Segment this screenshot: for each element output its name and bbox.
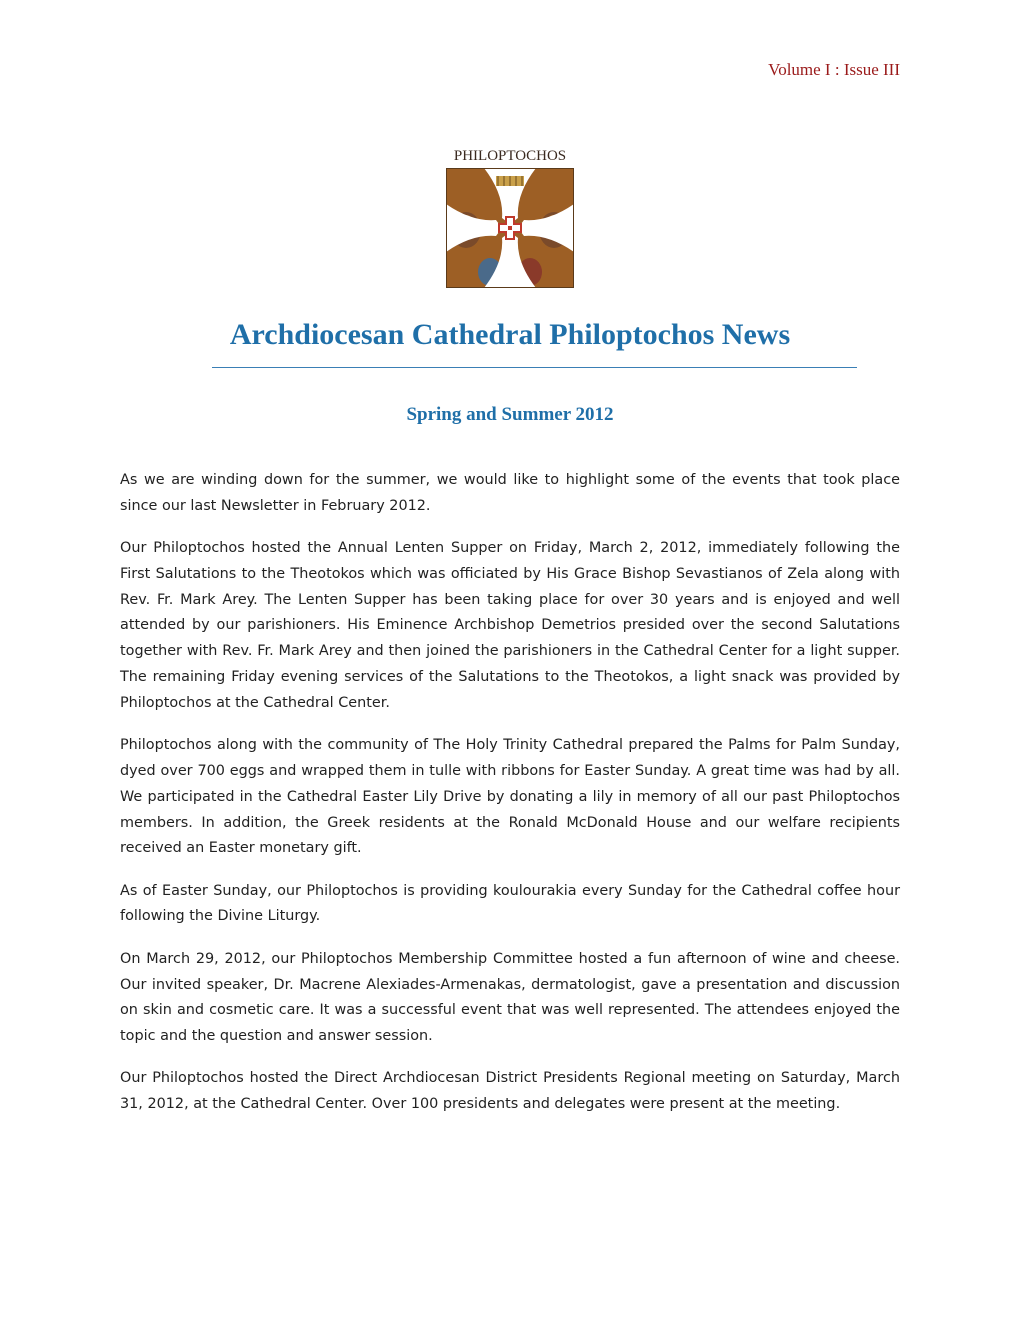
title-divider: [212, 367, 857, 368]
logo-wordmark: PHILOPTOCHOS: [453, 148, 567, 164]
cross-icon: [446, 168, 574, 288]
volume-issue-label: Volume I : Issue III: [768, 60, 900, 79]
paragraph-membership: On March 29, 2012, our Philoptochos Membership Committee hosted a fun afternoon of wine and cheese. Our invited speaker, Dr. Macrene Alexiades-Armenakas, dermatologist, gave a presentation and discussion on skin and cosmetic care. It was a successful event that was well represented. The attendees enjoyed the topic and the question and answer session.: [120, 950, 900, 1045]
paragraph-intro: As we are winding down for the summer, we would like to highlight some of the events that took place since our last Newsletter in February 2012.: [120, 472, 900, 514]
paragraph-presidents-meeting: Our Philoptochos hosted the Direct Archdiocesan District Presidents Regional meeting on Saturday, March 31, 2012, at the Cathedral Center. Over 100 presidents and delegates were present at the meeting.: [120, 1070, 900, 1113]
paragraph-easter: Philoptochos along with the community of The Holy Trinity Cathedral prepared the Palms for Palm Sunday, dyed over 700 eggs and wrapped them in tulle with ribbons for Easter Sunday. A great time was had by all. We participated in the Cathedral Easter Lily Drive by donating a lily in memory of all our past Philoptochos members. In addition, the Greek residents at the Ronald McDonald House and our welfare recipients received an Easter monetary gift.: [120, 737, 900, 857]
newsletter-subtitle: Spring and Summer 2012: [406, 404, 614, 425]
philoptochos-logo: [440, 148, 580, 290]
article-body: [120, 468, 900, 1135]
paragraph-koulourakia: As of Easter Sunday, our Philoptochos is providing koulourakia every Sunday for the Cathedral coffee hour following the Divine Liturgy.: [120, 882, 900, 925]
newsletter-title: Archdiocesan Cathedral Philoptochos News: [229, 318, 791, 351]
paragraph-lenten-supper: Our Philoptochos hosted the Annual Lenten Supper on Friday, March 2, 2012, immediately following the First Salutations to the Theotokos which was officiated by His Grace Bishop Sevastianos of Zela along with Rev. Fr. Mark Arey. The Lenten Supper has been taking place for over 30 years and is enjoyed and well attended by our parishioners. His Eminence Archbishop Demetrios presided over the second Salutations together with Rev. Fr. Mark Arey and then joined the parishioners in the Cathedral Center for a light supper. The remaining Friday evening services of the Salutations to the Theotokos, a light snack was provided by Philoptochos at the Cathedral Center.: [120, 540, 900, 711]
